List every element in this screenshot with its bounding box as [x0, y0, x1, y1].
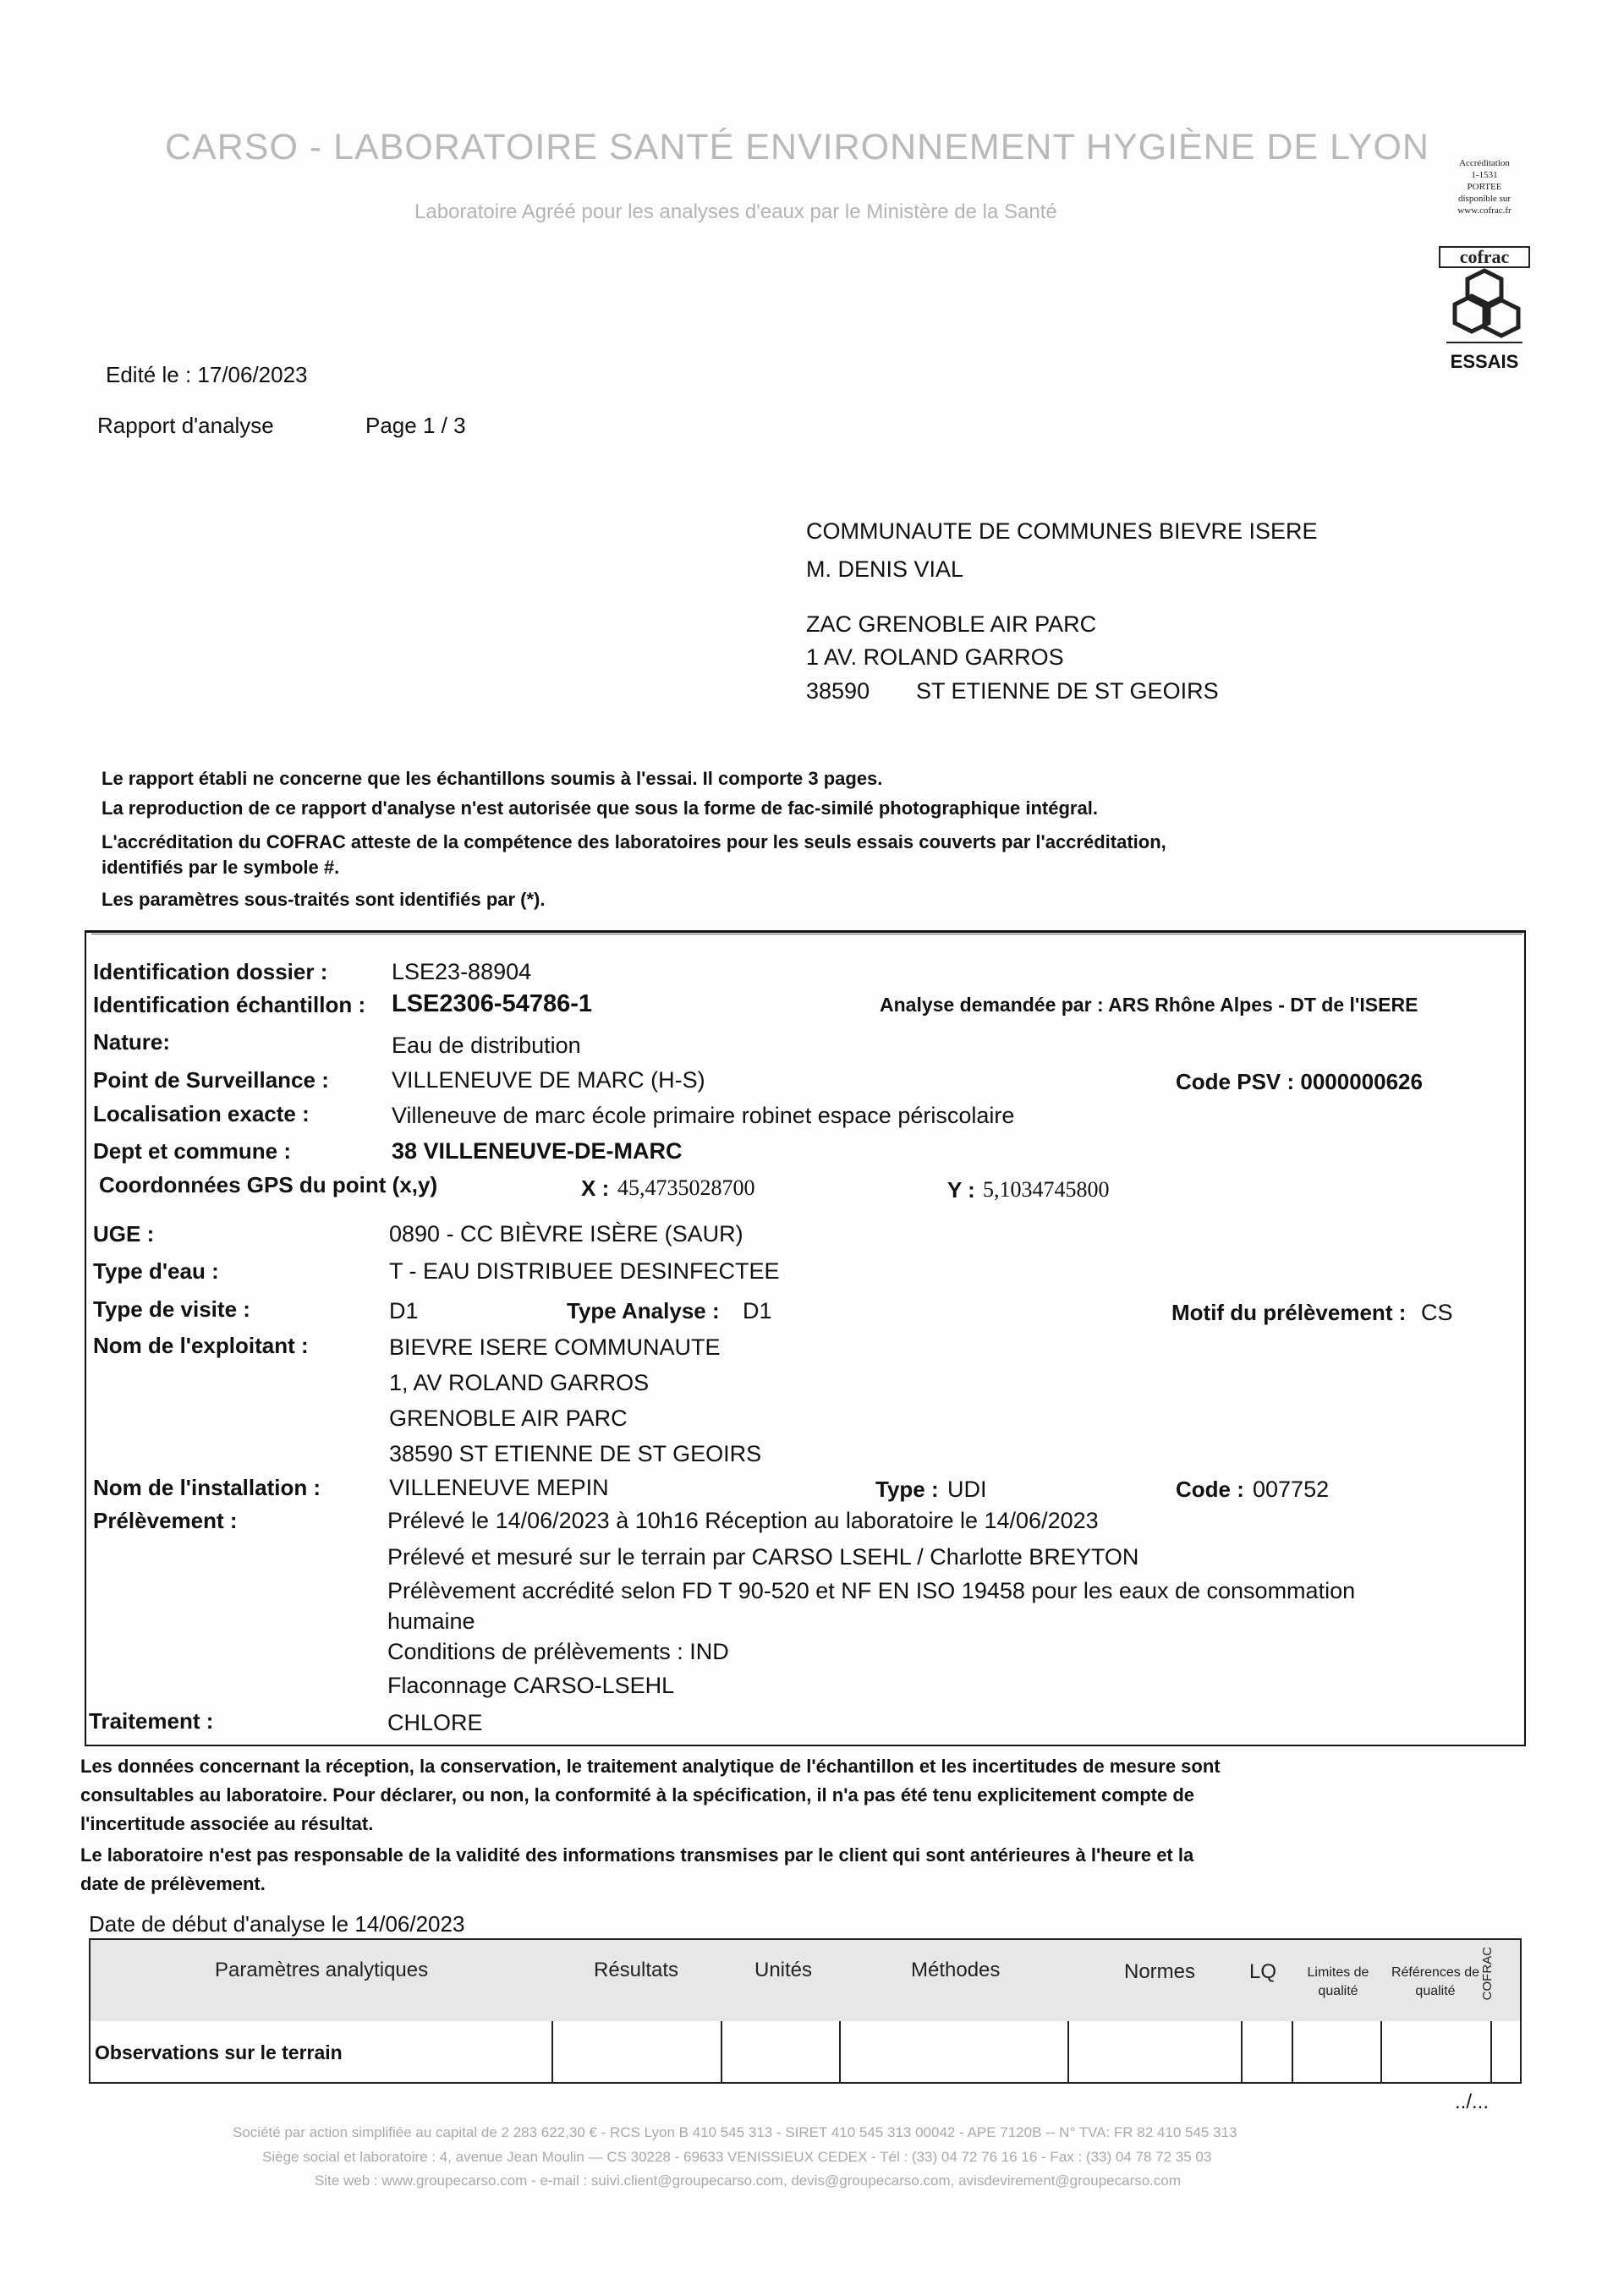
col-results: Résultats: [594, 1959, 679, 1981]
surveillance-point-label: Point de Surveillance :: [93, 1067, 329, 1093]
accreditation-line: Accréditation: [1459, 158, 1510, 168]
col-units: Unités: [754, 1959, 813, 1981]
col-cofrac: COFRAC: [1480, 1947, 1495, 2001]
dept-label: Dept et commune :: [93, 1138, 292, 1164]
conditions-line: Les données concernant la réception, la conservation, le traitement analytique de l'échantillon et les incertitudes de mesure sont: [80, 1756, 1221, 1777]
cofrac-logo-caption: ESSAIS: [1450, 351, 1519, 372]
dept-value: 38 VILLENEUVE-DE-MARC: [392, 1138, 683, 1164]
analysis-type-label: Type Analyse :: [567, 1298, 720, 1323]
gps-label: Coordonnées GPS du point (x,y): [99, 1172, 438, 1197]
location-label: Localisation exacte :: [93, 1101, 310, 1126]
location-value: Villeneuve de marc école primaire robinet espace périscolaire: [392, 1103, 1015, 1128]
sampling-line: Conditions de prélèvements : IND: [387, 1639, 729, 1664]
accreditation-line: PORTEE: [1467, 182, 1502, 192]
uge-value: 0890 - CC BIÈVRE ISÈRE (SAUR): [389, 1221, 743, 1247]
col-limits-line: Limites de: [1307, 1965, 1369, 1980]
visit-type-value: D1: [389, 1298, 419, 1323]
column-divider: [1490, 2021, 1492, 2082]
nature-label: Nature:: [93, 1029, 171, 1055]
accreditation-note: [1438, 157, 1531, 216]
col-references: [1385, 1964, 1486, 2001]
footer-line: Société par action simplifiée au capital de 2 283 622,30 € - RCS Lyon B 410 545 313 - SIRET 410 545 313 00042 - APE 7120B -- N° TVA: FR 82 410 545 313: [233, 2124, 1237, 2140]
gps-y-label: Y :: [947, 1177, 975, 1203]
observations-label: Observations sur le terrain: [95, 2041, 343, 2063]
continuation-mark: ../...: [1455, 2091, 1490, 2113]
page-number: Page 1 / 3: [365, 413, 466, 438]
recipient-address-2: 1 AV. ROLAND GARROS: [806, 644, 1064, 670]
column-divider: [1241, 2021, 1243, 2082]
lab-subtitle: Laboratoire Agréé pour les analyses d'eaux par le Ministère de la Santé: [414, 200, 1057, 223]
accreditation-line: www.cofrac.fr: [1457, 205, 1512, 216]
recipient-address-1: ZAC GRENOBLE AIR PARC: [806, 611, 1097, 637]
operator-label: Nom de l'exploitant :: [93, 1333, 309, 1358]
sample-id-label: Identification échantillon :: [93, 992, 366, 1017]
analysis-start-date: Date de début d'analyse le 14/06/2023: [89, 1911, 465, 1937]
results-table-header: [89, 1938, 1522, 2025]
sampling-reason-label: Motif du prélèvement :: [1171, 1300, 1407, 1325]
operator-line: BIEVRE ISERE COMMUNAUTE: [389, 1334, 721, 1360]
installation-label: Nom de l'installation :: [93, 1475, 321, 1500]
accreditation-line: disponible sur: [1457, 194, 1512, 204]
column-divider: [1380, 2021, 1382, 2082]
treatment-value: CHLORE: [387, 1710, 483, 1735]
nature-value: Eau de distribution: [392, 1033, 581, 1058]
sampling-label: Prélèvement :: [93, 1508, 238, 1533]
gps-x-label: X :: [581, 1175, 610, 1201]
notice-line: Les paramètres sous-traités sont identifiés par (*).: [102, 889, 546, 910]
column-divider: [1067, 2021, 1069, 2082]
edit-date: Edité le : 17/06/2023: [106, 362, 308, 387]
cofrac-emblem-icon: [1438, 245, 1531, 381]
footer-line: Siège social et laboratoire : 4, avenue Jean Moulin — CS 30228 - 69633 VENISSIEUX CEDEX - Tél : (33) 04 72 76 16 16 - Fax : (33) 04 78 72 35 03: [262, 2149, 1212, 2165]
conditions-line: l'incertitude associée au résultat.: [80, 1813, 374, 1834]
notice-line: Le rapport établi ne concerne que les échantillons soumis à l'essai. Il comporte 3 pages.: [102, 768, 883, 789]
analysis-type-value: D1: [743, 1298, 772, 1323]
sampling-line: Prélevé le 14/06/2023 à 10h16 Réception au laboratoire le 14/06/2023: [387, 1508, 1099, 1533]
installation-code-label: Code :: [1176, 1477, 1244, 1502]
table-row: [89, 2021, 1522, 2084]
recipient-org: COMMUNAUTE DE COMMUNES BIEVRE ISERE: [806, 518, 1318, 544]
sampling-reason-value: CS: [1421, 1300, 1453, 1325]
installation-type-label: Type :: [875, 1477, 939, 1502]
report-type: Rapport d'analyse: [97, 413, 274, 438]
requested-by: Analyse demandée par : ARS Rhône Alpes - DT de l'ISERE: [880, 994, 1418, 1016]
gps-y-value: 5,1034745800: [983, 1177, 1110, 1202]
gps-x-value: 45,4735028700: [617, 1175, 755, 1200]
surveillance-point-value: VILLENEUVE DE MARC (H-S): [392, 1067, 705, 1093]
visit-type-label: Type de visite :: [93, 1296, 250, 1322]
sample-id-value: LSE2306-54786-1: [392, 990, 592, 1017]
col-params: Paramètres analytiques: [215, 1959, 429, 1981]
sampling-line: humaine: [387, 1608, 475, 1634]
installation-value: VILLENEUVE MEPIN: [389, 1475, 609, 1500]
col-norms: Normes: [1124, 1960, 1196, 1983]
operator-line: 38590 ST ETIENNE DE ST GEOIRS: [389, 1441, 762, 1466]
installation-code-value: 007752: [1253, 1477, 1330, 1502]
installation-type-value: UDI: [947, 1477, 987, 1502]
column-divider: [1292, 2021, 1293, 2082]
notice-line: L'accréditation du COFRAC atteste de la compétence des laboratoires pour les seuls essais couverts par l'accréditation,: [102, 831, 1166, 852]
sampling-line: Prélèvement accrédité selon FD T 90-520 et NF EN ISO 19458 pour les eaux de consommation: [387, 1578, 1356, 1603]
cofrac-logo: [1438, 245, 1531, 385]
recipient-postcode: 38590: [806, 678, 870, 704]
column-divider: [721, 2021, 722, 2082]
col-references-line: qualité: [1415, 1984, 1456, 1998]
col-limits: [1296, 1964, 1380, 2001]
conditions-line: date de prélèvement.: [80, 1873, 266, 1894]
water-type-label: Type d'eau :: [93, 1258, 219, 1284]
operator-line: 1, AV ROLAND GARROS: [389, 1370, 650, 1395]
recipient-city: ST ETIENNE DE ST GEOIRS: [916, 678, 1219, 704]
column-divider: [551, 2021, 553, 2082]
conditions-line: Le laboratoire n'est pas responsable de la validité des informations transmises par le client qui sont antérieures à l'heure et la: [80, 1844, 1194, 1866]
conditions-line: consultables au laboratoire. Pour déclarer, ou non, la conformité à la spécification, il n'a pas été tenu explicitement compte de: [80, 1784, 1195, 1806]
col-limits-line: qualité: [1318, 1984, 1358, 1998]
treatment-label: Traitement :: [89, 1708, 214, 1734]
dossier-label: Identification dossier :: [93, 959, 328, 984]
psv-code: Code PSV : 0000000626: [1176, 1069, 1423, 1094]
sampling-line: Flaconnage CARSO-LSEHL: [387, 1673, 675, 1698]
footer-line: Site web : www.groupecarso.com - e-mail : suivi.client@groupecarso.com, devis@groupecarso.com, avisdevirement@groupecarso.com: [315, 2173, 1182, 2189]
col-references-line: Références de: [1391, 1965, 1480, 1980]
lab-title: CARSO - LABORATOIRE SANTÉ ENVIRONNEMENT HYGIÈNE DE LYON: [165, 127, 1429, 167]
column-divider: [839, 2021, 841, 2082]
dossier-value: LSE23-88904: [392, 959, 532, 984]
water-type-value: T - EAU DISTRIBUEE DESINFECTEE: [389, 1258, 780, 1284]
cofrac-logo-text: cofrac: [1459, 246, 1510, 267]
accreditation-line: 1-1531: [1471, 170, 1498, 180]
sampling-line: Prélevé et mesuré sur le terrain par CARSO LSEHL / Charlotte BREYTON: [387, 1544, 1139, 1570]
recipient-person: M. DENIS VIAL: [806, 556, 964, 582]
operator-line: GRENOBLE AIR PARC: [389, 1406, 628, 1431]
notice-line: La reproduction de ce rapport d'analyse n'est autorisée que sous la forme de fac-similé photographique intégral.: [102, 797, 1098, 819]
notice-line: identifiés par le symbole #.: [102, 857, 340, 878]
col-methods: Méthodes: [911, 1959, 1001, 1981]
uge-label: UGE :: [93, 1221, 155, 1247]
col-lq: LQ: [1249, 1960, 1277, 1983]
